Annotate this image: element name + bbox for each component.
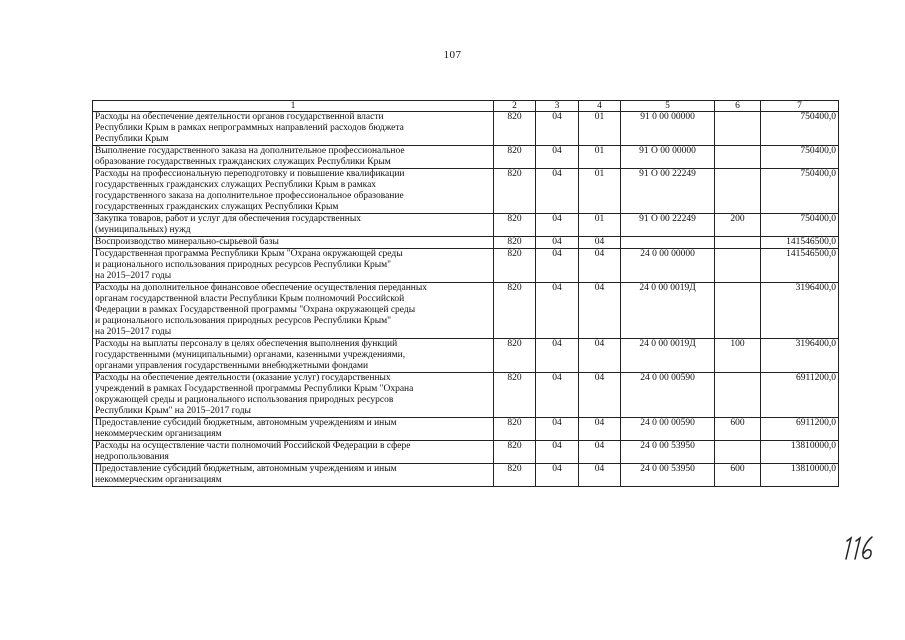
subsection-code: 04 [579,237,621,249]
expense-type-code: 100 [715,339,761,373]
amount-value: 750400,0 [761,112,839,146]
table-row [93,441,839,464]
table-row [93,112,839,146]
expense-type-code [715,441,761,464]
section-code: 04 [536,214,579,237]
grbs-code: 820 [494,112,536,146]
budget-table [92,100,839,487]
amount-value: 13810000,0 [761,441,839,464]
subsection-code: 04 [579,418,621,441]
expense-type-code [715,237,761,249]
item-name: Расходы на осуществление части полномочий Российской Федерации в сфере недропользования [93,441,494,464]
grbs-code: 820 [494,237,536,249]
target-article-code: 91 О 00 00000 [621,146,715,169]
grbs-code: 820 [494,249,536,283]
header-row [93,101,839,112]
subsection-code: 01 [579,169,621,214]
header-cell: 4 [579,101,621,112]
item-name: Предоставление субсидий бюджетным, автономным учреждениям и иным некоммерческим организациям [93,418,494,441]
expense-type-code [715,169,761,214]
grbs-code: 820 [494,146,536,169]
grbs-code: 820 [494,464,536,487]
amount-value: 141546500,0 [761,249,839,283]
expense-type-code [715,373,761,418]
expense-type-code: 600 [715,464,761,487]
section-code: 04 [536,464,579,487]
section-code: 04 [536,112,579,146]
section-code: 04 [536,283,579,339]
subsection-code: 04 [579,283,621,339]
target-article-code: 24 0 00 53950 [621,464,715,487]
subsection-code: 04 [579,339,621,373]
amount-value: 750400,0 [761,169,839,214]
grbs-code: 820 [494,339,536,373]
amount-value: 6911200,0 [761,418,839,441]
expense-type-code [715,249,761,283]
table-row [93,214,839,237]
grbs-code: 820 [494,418,536,441]
expense-type-code [715,112,761,146]
table-row [93,373,839,418]
grbs-code: 820 [494,169,536,214]
header-cell: 1 [93,101,494,112]
item-name: Выполнение государственного заказа на дополнительное профессиональное образование государственных гражданских служащих Республики Крым [93,146,494,169]
target-article-code: 24 0 00 00590 [621,373,715,418]
expense-type-code: 600 [715,418,761,441]
subsection-code: 01 [579,214,621,237]
table-row [93,169,839,214]
target-article-code [621,237,715,249]
item-name: Расходы на профессиональную переподготовку и повышение квалификации государственных гражданских служащих Республики Крым в рамках государственного заказа на дополнительное профессиональное образование государственных гражданских служащих Республики Крым [93,169,494,214]
table-row [93,339,839,373]
target-article-code: 91 О 00 22249 [621,169,715,214]
section-code: 04 [536,339,579,373]
expense-type-code: 200 [715,214,761,237]
item-name: Расходы на дополнительное финансовое обеспечение осуществления переданных органам государственной власти Республики Крым полномочий Российской Федерации в рамках Государственной программы "Охрана окружающей среды и рационального использования природных ресурсов Республики Крым" на 2015–2017 годы [93,283,494,339]
amount-value: 6911200,0 [761,373,839,418]
section-code: 04 [536,249,579,283]
target-article-code: 24 0 00 0019Д [621,339,715,373]
subsection-code: 04 [579,464,621,487]
subsection-code: 04 [579,249,621,283]
handwritten-page-mark [842,532,878,562]
grbs-code: 820 [494,441,536,464]
grbs-code: 820 [494,373,536,418]
item-name: Предоставление субсидий бюджетным, автономным учреждениям и иным некоммерческим организациям [93,464,494,487]
grbs-code: 820 [494,214,536,237]
amount-value: 3196400,0 [761,339,839,373]
amount-value: 750400,0 [761,146,839,169]
item-name: Воспроизводство минерально-сырьевой базы [93,237,494,249]
expense-type-code [715,283,761,339]
target-article-code: 91 0 00 00000 [621,112,715,146]
table-row [93,237,839,249]
amount-value: 13810000,0 [761,464,839,487]
subsection-code: 04 [579,441,621,464]
subsection-code: 01 [579,146,621,169]
item-name: Расходы на обеспечение деятельности (оказание услуг) государственных учреждений в рамках Государственной программы Республики Крым "Охрана окружающей среды и рационального использования природных ресурсов Республики Крым" на 2015–2017 годы [93,373,494,418]
page-number: 107 [443,49,462,61]
table-row [93,146,839,169]
header-cell: 7 [761,101,839,112]
item-name: Закупка товаров, работ и услуг для обеспечения государственных (муниципальных) нужд [93,214,494,237]
table-row [93,283,839,339]
table-row [93,249,839,283]
header-cell: 3 [536,101,579,112]
target-article-code: 24 0 00 53950 [621,441,715,464]
target-article-code: 24 0 00 00590 [621,418,715,441]
table-body [93,101,839,487]
target-article-code: 24 0 00 00000 [621,249,715,283]
target-article-code: 24 0 00 0019Д [621,283,715,339]
item-name: Расходы на выплаты персоналу в целях обеспечения выполнения функций государственными (муниципальными) органами, казенными учреждениями, органами управления государственными внебюджетными фондами [93,339,494,373]
header-cell: 6 [715,101,761,112]
item-name: Расходы на обеспечение деятельности органов государственной власти Республики Крым в рамках непрограммных направлений расходов бюджета Республики Крым [93,112,494,146]
section-code: 04 [536,146,579,169]
section-code: 04 [536,237,579,249]
amount-value: 750400,0 [761,214,839,237]
item-name: Государственная программа Республики Крым "Охрана окружающей среды и рационального использования природных ресурсов Республики Крым" на 2015–2017 годы [93,249,494,283]
section-code: 04 [536,418,579,441]
header-cell: 5 [621,101,715,112]
target-article-code: 91 О 00 22249 [621,214,715,237]
table-row [93,464,839,487]
subsection-code: 01 [579,112,621,146]
amount-value: 141546500,0 [761,237,839,249]
header-cell: 2 [494,101,536,112]
subsection-code: 04 [579,373,621,418]
section-code: 04 [536,169,579,214]
grbs-code: 820 [494,283,536,339]
expense-type-code [715,146,761,169]
table-row [93,418,839,441]
amount-value: 3196400,0 [761,283,839,339]
section-code: 04 [536,373,579,418]
section-code: 04 [536,441,579,464]
